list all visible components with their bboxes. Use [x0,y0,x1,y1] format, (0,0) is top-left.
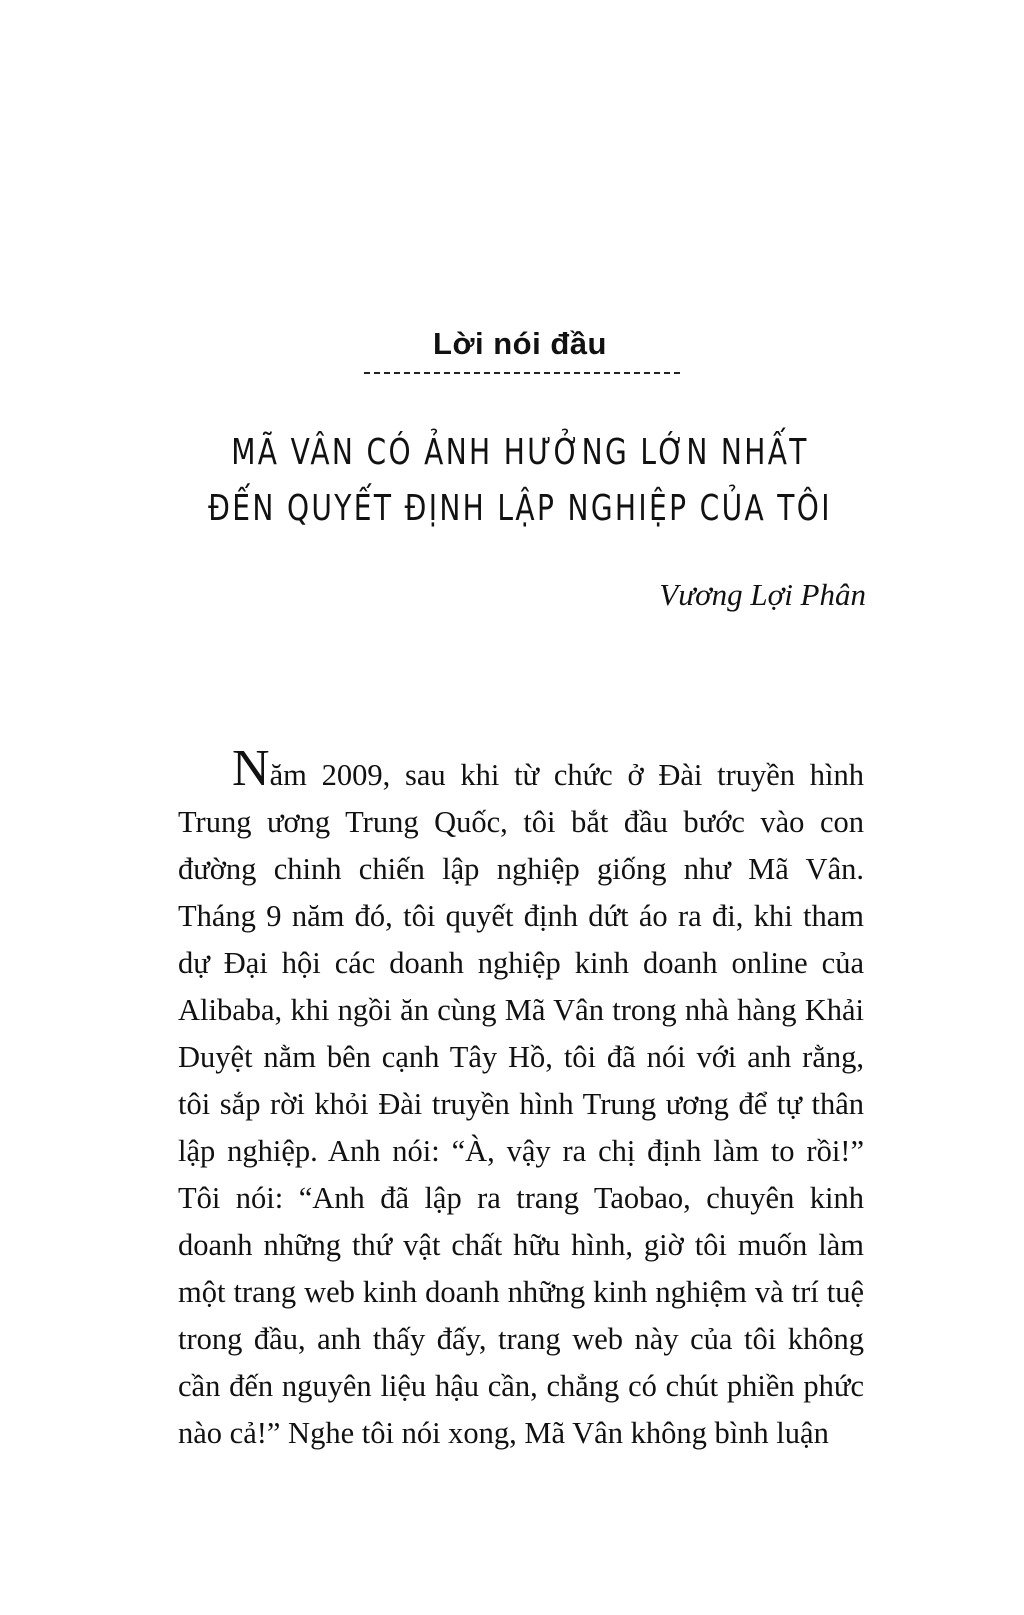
chapter-title-line-2: ĐẾN QUYẾT ĐỊNH LẬP NGHIỆP CỦA TÔI [208,488,832,529]
drop-cap: N [232,740,270,797]
section-label: Lời nói đầu [433,326,607,361]
author-name: Vương Lợi Phân [659,577,866,612]
body-text: ăm 2009, sau khi từ chức ở Đài truyền hình Trung ương Trung Quốc, tôi bắt đầu bước vào con đường chinh chiến lập nghiệp giống như Mã Vân. Tháng 9 năm đó, tôi quyết định dứt áo ra đi, khi tham dự Đại hội các doanh nghiệp kinh doanh online của Alibaba, khi ngồi ăn cùng Mã Vân trong nhà hàng Khải Duyệt nằm bên cạnh Tây Hồ, tôi đã nói với anh rằng, tôi sắp rời khỏi Đài truyền hình Trung ương để tự thân lập nghiệp. Anh nói: “À, vậy ra chị định làm to rồi!” Tôi nói: “Anh đã lập ra trang Taobao, chuyên kinh doanh những thứ vật chất hữu hình, giờ tôi muốn làm một trang web kinh doanh những kinh nghiệm và trí tuệ trong đầu, anh thấy đấy, trang web này của tôi không cần đến nguyên liệu hậu cần, chẳng có chút phiền phức nào cả!” Nghe tôi nói xong, Mã Vân không bình luận [178,758,864,1450]
body-paragraph [178,740,864,1457]
dashed-divider [364,372,680,374]
chapter-title-line-1: MÃ VÂN CÓ ẢNH HƯỞNG LỚN NHẤT [231,432,809,473]
